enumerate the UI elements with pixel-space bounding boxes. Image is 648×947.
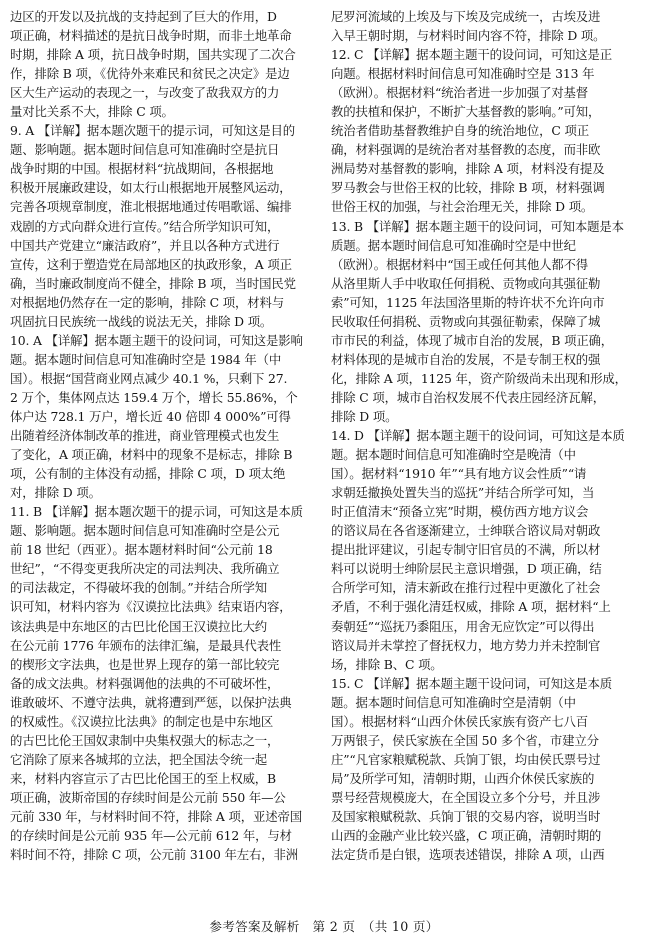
text-line: 谘议局并未掌控了督抚权力，地方势力并未控制官 xyxy=(331,637,601,653)
text-line: 战争时期的中国。根据材料“抗战期间，各根据地 xyxy=(10,161,274,177)
text-line: 项，公有制的主体没有动摇，排除 C 项，D 项太绝 xyxy=(10,466,286,482)
text-line: 11. B 【详解】据本题次题干的提示词，可知这是本质 xyxy=(10,504,303,520)
text-line: 确，材料强调的是统治者对基督教的态度，而非欧 xyxy=(331,142,601,158)
text-line: 项正确，波斯帝国的存续时间是公元前 550 年—公 xyxy=(10,789,286,805)
text-line: 元前 330 年，与材料时间不符，排除 A 项，亚述帝国 xyxy=(10,808,302,824)
text-line: 料可以说明士绅阶层民主意识增强，D 项正确，结 xyxy=(331,561,602,577)
text-line: 奏朝廷”“巡抚乃黍阻压，用舍无应饮定”可以得出 xyxy=(331,618,595,634)
text-line: 国）。根据材料“山西介休侯氏家族有资产七八百 xyxy=(331,713,589,729)
left-column xyxy=(10,7,321,864)
text-line: 完善各项规章制度，淮北根据地通过传唱歌谣、编排 xyxy=(10,199,292,215)
text-line: 场，排除 B、C 项。 xyxy=(331,656,443,672)
text-line: 入早王朝时期，与材料时间内容不符，排除 D 项。 xyxy=(331,28,606,44)
text-line: 合所学可知，清末新政在推行过程中更激化了社会 xyxy=(331,580,601,596)
page-footer xyxy=(0,917,648,937)
text-line: 尼罗河流域的上埃及与下埃及完成统一，古埃及进 xyxy=(331,9,601,24)
text-line: 备的成文法典。材料强调他的法典的不可破坏性， xyxy=(10,675,280,691)
text-line: 化，排除 A 项，1125 年，资产阶级尚未出现和形成， xyxy=(331,370,627,386)
text-line: 出随着经济体制改革的推进，商业管理模式也发生 xyxy=(10,428,280,444)
text-line: 时正值清末“预备立宪”时期，模仿西方地方议会 xyxy=(331,504,589,520)
text-line: 求朝廷撤换处置失当的巡抚”并结合所学可知，当 xyxy=(331,485,595,501)
text-line: 教的扶植和保护，不断扩大基督教的影响。”可知， xyxy=(331,104,601,120)
text-line: （欧洲）。根据材料“统治者进一步加强了对基督 xyxy=(331,85,589,101)
text-line: 排除 C 项，城市自治权发展不代表庄园经济瓦解， xyxy=(331,389,605,405)
text-line: 的楔形文字法典，也是世界上现存的第一部比较完 xyxy=(10,656,280,672)
text-line: 票号经营规模庞大，在全国设立多个分号，并且涉 xyxy=(331,789,601,805)
text-line: 洲局势对基督教的影响，排除 A 项，材料没有提及 xyxy=(331,161,605,177)
text-line: 对根据地仍然存在一定的影响，排除 C 项，材料与 xyxy=(10,294,284,310)
text-line: 庄”“凡官家粮赋税款、兵饷丁银，均由侯氏票号过 xyxy=(331,751,601,767)
text-line: 该法典是中东地区的古巴比伦国王汉谟拉比大约 xyxy=(10,618,268,634)
text-line: 排除 D 项。 xyxy=(331,408,398,424)
text-line: 国）。据材料“1910 年”“具有地方议会性质”“请 xyxy=(331,466,587,482)
text-line: 题。据本题时间信息可知准确时空是清朝（中 xyxy=(331,694,576,710)
text-line: 的古巴比伦王国奴隶制中央集权强大的标志之一， xyxy=(10,732,280,748)
text-line: （欧洲）。根据材料中“国王或任何其他人都不得 xyxy=(331,256,589,272)
text-line: 前 18 世纪（西亚）。据本题材料时间“公元前 18 xyxy=(10,542,273,558)
text-line: 法定货币是白银，选项表述错误，排除 A 项，山西 xyxy=(331,847,605,863)
text-line: 题。据本题时间信息可知准确时空是 1984 年（中 xyxy=(10,351,282,367)
text-line: 量对比关系不大，排除 C 项。 xyxy=(10,104,174,120)
text-line: 题、影响题。据本题时间信息可知准确时空是公元 xyxy=(10,523,280,539)
text-line: 市市民的利益，体现了城市自治的发展，B 项正确， xyxy=(331,332,614,348)
text-line: 9. A 【详解】据本题次题干的提示词，可知这是目的 xyxy=(10,123,295,139)
text-line: 质题。据本题时间信息可知准确时空是中世纪 xyxy=(331,237,576,253)
text-line: 的谘议局在各省逐渐建立，士绅联合谘议局对朝政 xyxy=(331,523,601,539)
text-line: 项正确，材料描述的是抗日战争时期，而非土地革命 xyxy=(10,28,292,44)
text-line: 14. D 【详解】据本题主题干的设问词，可知这是本质 xyxy=(331,428,625,444)
text-line: 时期，排除 A 项，抗日战争时期，国共实现了二次合 xyxy=(10,47,296,63)
right-column xyxy=(331,7,642,864)
footer-page-info: 参考答案及解析 第 2 页 （共 10 页） xyxy=(209,919,439,934)
text-line: 13. B 【详解】据本题主题干的设问词，可知本题是本 xyxy=(331,218,624,234)
text-line: 10. A 【详解】据本题主题干的设问词，可知这是影响 xyxy=(10,332,303,348)
text-line: 宣传，这利于塑造党在局部地区的执政形象，A 项正 xyxy=(10,256,292,272)
text-line: 对，排除 D 项。 xyxy=(10,485,101,501)
text-line: 15. C 【详解】据本题主题干设问词，可知这是本质 xyxy=(331,675,612,691)
text-line: 它消除了原来各城邦的立法，把全国法令统一起 xyxy=(10,751,268,767)
text-line: 区大生产运动的表现之一，与改变了敌我双方的力 xyxy=(10,85,280,101)
text-line: 谁敢破坏、不遵守法典，就将遭到严惩，以保护法典 xyxy=(10,694,292,710)
text-line: 索”可知，1125 年法国洛里斯的特许状不允许向市 xyxy=(331,294,605,310)
text-line: 来，材料内容宣示了古巴比伦国王的至上权威，B xyxy=(10,770,277,786)
text-line: 向题。根据材料时间信息可知准确时空是 313 年 xyxy=(331,66,595,82)
text-line: 世俗王权的加强，与社会治理无关，排除 D 项。 xyxy=(331,199,594,215)
text-line: 题。据本题时间信息可知准确时空是晚清（中 xyxy=(331,447,576,463)
text-line: 料时间不符，排除 C 项，公元前 3100 年左右，非洲 xyxy=(10,847,298,863)
text-line: 戏剧的方式向群众进行宣传。”结合所学知识可知， xyxy=(10,218,280,234)
text-line: 世纪”，“不得变更我所决定的司法判决、我所确立 xyxy=(10,561,280,577)
text-line: 提出批评建议，引起专制守旧官员的不满，所以材 xyxy=(331,542,601,558)
text-line: 的存续时间是公元前 935 年—公元前 612 年，与材 xyxy=(10,828,292,844)
text-line: 题、影响题。据本题时间信息可知准确时空是抗日 xyxy=(10,142,280,158)
text-line: 材料体现的是城市自治的发展，不是专制王权的强 xyxy=(331,351,601,367)
text-line: 巩固抗日民族统一战线的说法无关，排除 D 项。 xyxy=(10,313,273,329)
text-line: 体户达 728.1 万户，增长近 40 倍即 4 000%”可得 xyxy=(10,408,291,424)
text-line: 的权威性。《汉谟拉比法典》的制定也是中东地区 xyxy=(10,713,274,729)
text-line: 的司法裁定，不得破坏我的创制。”并结合所学知 xyxy=(10,580,268,596)
text-line: 了变化，A 项正确，材料中的现象不是标志，排除 B xyxy=(10,447,293,463)
text-line: 作，排除 B 项，《优待外来难民和贫民之决定》是边 xyxy=(10,66,290,82)
text-line: 确，当时廉政制度尚不健全，排除 B 项，当时国民党 xyxy=(10,275,296,291)
text-line: 及国家粮赋税款、兵饷丁银的交易内容，说明当时 xyxy=(331,808,601,824)
text-line: 积极开展廉政建设，如太行山根据地开展整风运动， xyxy=(10,180,292,196)
text-line: 统治者借助基督教维护自身的统治地位，C 项正 xyxy=(331,123,589,139)
text-line: 从洛里斯人手中收取任何捐税、贡物或向其强征勒 xyxy=(331,275,601,291)
text-line: 12. C 【详解】据本题主题干的设问词，可知这是正 xyxy=(331,47,612,63)
text-line: 罗马教会与世俗王权的比较，排除 B 项，材料强调 xyxy=(331,180,605,196)
text-line: 边区的开发以及抗战的支持起到了巨大的作用，D xyxy=(10,9,277,24)
text-line: 国）。根据“国营商业网点减少 40.1 %，只剩下 27. xyxy=(10,370,288,386)
text-line: 在公元前 1776 年颁布的法律汇编，是最具代表性 xyxy=(10,637,282,653)
text-line: 2 万个，集体网点达 159.4 万个，增长 55.86%，个 xyxy=(10,389,298,405)
text-line: 万两银子，侯氏家族在全国 50 多个省，市建立分 xyxy=(331,732,599,748)
text-line: 矛盾，不利于强化清廷权威，排除 A 项，据材料“上 xyxy=(331,599,611,615)
text-line: 民收取任何捐税、贡物或向其强征勒索，保障了城 xyxy=(331,313,601,329)
text-line: 中国共产党建立“廉洁政府”，并且以各种方式进行 xyxy=(10,237,280,253)
text-line: 局”及所学可知，清朝时期，山西介休侯氏家族的 xyxy=(331,770,595,786)
text-line: 识可知，材料内容为《汉谟拉比法典》结束语内容， xyxy=(10,599,292,615)
text-line: 山西的金融产业比较兴盛，C 项正确，清朝时期的 xyxy=(331,828,602,844)
